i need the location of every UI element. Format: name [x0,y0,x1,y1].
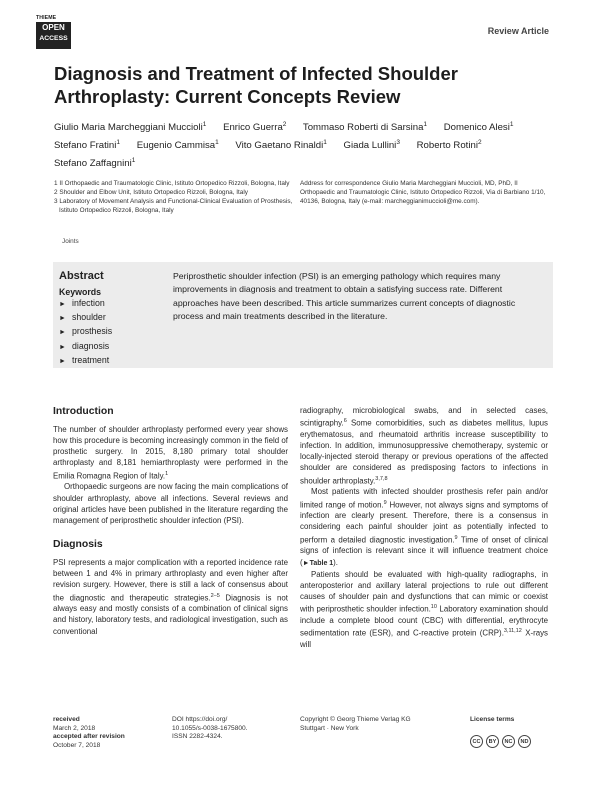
author[interactable]: Giada Lullini$^3$ [343,138,400,151]
cc-icon: CC [470,735,483,748]
author[interactable]: Stefano Fratini$^1$ [54,138,121,151]
keyword-item: ► shoulder [59,311,169,325]
paper-title: Diagnosis and Treatment of Infected Shoulder Arthroplasty: Current Concepts Review [54,63,458,107]
affiliation: 1 II Orthopaedic and Traumatologic Clinic, Istituto Ortopedico Rizzoli, Bologna, Italy [54,180,290,187]
author[interactable]: Vito Gaetano Rinaldi$^1$ [235,138,327,151]
affiliations [54,180,304,216]
author[interactable]: Domenico Alesi$^1$ [443,121,514,134]
arrow-right-icon: ► [59,343,66,351]
left-column [53,406,288,637]
accepted-label: accepted after revision [53,733,125,741]
journal-name: Joints [62,238,79,245]
author[interactable]: Stefano Zaffagnini$^1$ [54,156,136,169]
correspondence-text[interactable]: Giulio Maria Marcheggiani Muccioli, MD, PhD, II Orthopaedic and Traumatologic Clinic, Istituto Ortopedico Rizzoli, Via di Barbiano 1/10, 40136, Bologna, Italy (e-mail: marcheggianimuccioli@me.com). [300,180,546,205]
citation[interactable]: 3,7,8 [375,475,388,482]
citation[interactable]: 9 [454,534,458,541]
section-heading-introduction: Introduction [53,406,114,417]
citation[interactable]: 1 [165,470,169,477]
logo-box [36,22,71,49]
copyright [300,716,411,733]
correspondence [300,180,550,207]
citation[interactable]: 9 [383,499,387,506]
keyword-item: ► diagnosis [59,340,169,354]
arrow-right-icon: ► [59,315,66,323]
article-type: Review Article [487,26,549,36]
arrow-right-icon: ► [59,357,66,365]
logo-line-open: OPEN [42,23,65,32]
abstract-box [53,262,553,368]
citation[interactable]: 6 [343,418,347,425]
nd-icon: ND [518,735,531,748]
logo-line-access: ACCESS [39,35,68,42]
doi-line[interactable]: 10.1055/s-0038-1675800. [172,724,248,732]
abstract-heading: Abstract [59,270,104,282]
author-list [54,118,554,171]
author[interactable]: Eugenio Cammisa$^1$ [136,138,219,151]
right-column [300,405,548,650]
license-terms-label[interactable]: License terms [470,716,515,723]
paragraph: PSI represents a major complication with a reported incidence rate between 1 and 4% in primary arthroplasty and even higher after revision surgery. However, there is still a lack of consensus about the diagnostic and therapeutic strategies.$^{2-5}$ Diagnosis is not always easy and mostly consists of a combination of clinical signs and history, laboratory tests, and radiological investigation, such as conventional [53,558,288,636]
thieme-open-access-logo [36,15,71,49]
introduction-body [53,424,288,526]
author[interactable]: Tommaso Roberti di Sarsina$^1$ [302,121,428,134]
accepted-date: October 7, 2018 [53,741,101,749]
creative-commons-badge[interactable] [470,730,550,744]
doi-info [172,716,248,742]
by-icon: BY [486,735,499,748]
received-date: March 2, 2018 [53,724,96,732]
keywords-heading: Keywords [59,287,102,297]
author[interactable]: Giulio Maria Marcheggiani Muccioli$^1$ [54,121,207,134]
author[interactable]: Roberto Rotini$^2$ [416,138,482,151]
paragraph: Most patients with infected shoulder prosthesis refer pain and/or limited range of motion.$^9$ However, not always signs and symptoms of infection are clearly present. Therefore, there is a consensus in considering each painful shoulder joint as potentially infected to perform a detailed diagnostic investigation.$^9$ Time of onset of clinical signs of infection is relevant since it will influence treatment choice (►Table 1). [300,487,548,567]
citation[interactable]: 10 [430,604,437,611]
citation[interactable]: 2–5 [210,592,220,599]
paragraph: Patients should be evaluated with high-quality radiographs, in anteroposterior and axillary lateral projections to rule out different causes of shoulder pain and dysfunctions that can mimic or coexist with periprosthetic shoulder infection.$^{10}$ Laboratory examination should include a complete blood count (CBC) with differential, erythrocyte sedimentation rate (ESR), and C-reactive protein (CRP).$^{3,11,12}$ X-rays will [300,569,548,649]
copyright-line: Copyright © Georg Thieme Verlag KG [300,716,411,723]
correspondence-label: Address for correspondence [300,180,381,187]
paragraph: radiography, microbiological swabs, and in selected cases, scintigraphy.$^6$ Some comorbidities, such as diabetes mellitus, lupus erythematosus, and rheumatoid arthritis increase susceptibility to infection. In addition, immunosuppressive chemotherapy, systemic or locally-injected steroid therapy or previous operations of the affected shoulder are considered as predisposing factors to infections in shoulder arthroplasty.$^{3,7,8}$ [300,406,548,486]
issn: ISSN 2282-4324. [172,733,223,741]
article-dates [53,716,125,750]
logo-publisher-text: THIEME [36,15,57,21]
diagnosis-body [53,557,288,637]
section-heading-diagnosis: Diagnosis [53,539,103,551]
nc-icon: NC [502,735,515,748]
arrow-right-icon: ► [59,329,66,337]
paragraph: The number of shoulder arthroplasty performed every year shows how this procedure is becoming increasingly common in the field of prosthetic surgery. In 2015, 8,180 primary total shoulder arthroplasty and 8,181 hemiarthroplasty were performed in the Emilia Romagna Region of Italy.$^1$ [53,425,288,481]
citation[interactable]: 3,11,12 [503,628,522,635]
keyword-item: ► prosthesis [59,325,169,339]
keyword-item: ► infection [59,297,169,311]
keyword-item: ► treatment [59,354,169,368]
paragraph: Orthopaedic surgeons are now facing the main complications of shoulder arthroplasty, above all infections. Several reviews and original articles have been published in the literature regarding the management of periprosthetic shoulder infection (PSI). [53,482,288,525]
abstract-text: Periprosthetic shoulder infection (PSI) is an emerging pathology which requires many improvements in diagnosis and treatment to obtain a satisfying success rate. Different approaches have been described. This article summarizes current concepts of diagnostic process and main treatments described in the literature. [173,271,516,322]
abstract-sidebar [59,270,169,368]
author[interactable]: Enrico Guerra$^2$ [223,121,287,134]
doi-line[interactable]: DOI https://doi.org/ [172,716,228,723]
arrow-right-icon: ► [59,301,66,308]
copyright-line: Stuttgart · New York [300,724,359,732]
affiliation: 3 Laboratory of Movement Analysis and Functional-Clinical Evaluation of Prosthesis, Istituto Ortopedico Rizzoli, Bologna, Italy [54,197,293,214]
affiliation: 2 Shoulder and Elbow Unit, Istituto Ortopedico Rizzoli, Bologna, Italy [54,188,248,196]
table-1-link[interactable]: ►Table 1 [302,559,334,567]
received-label: received [53,716,80,723]
